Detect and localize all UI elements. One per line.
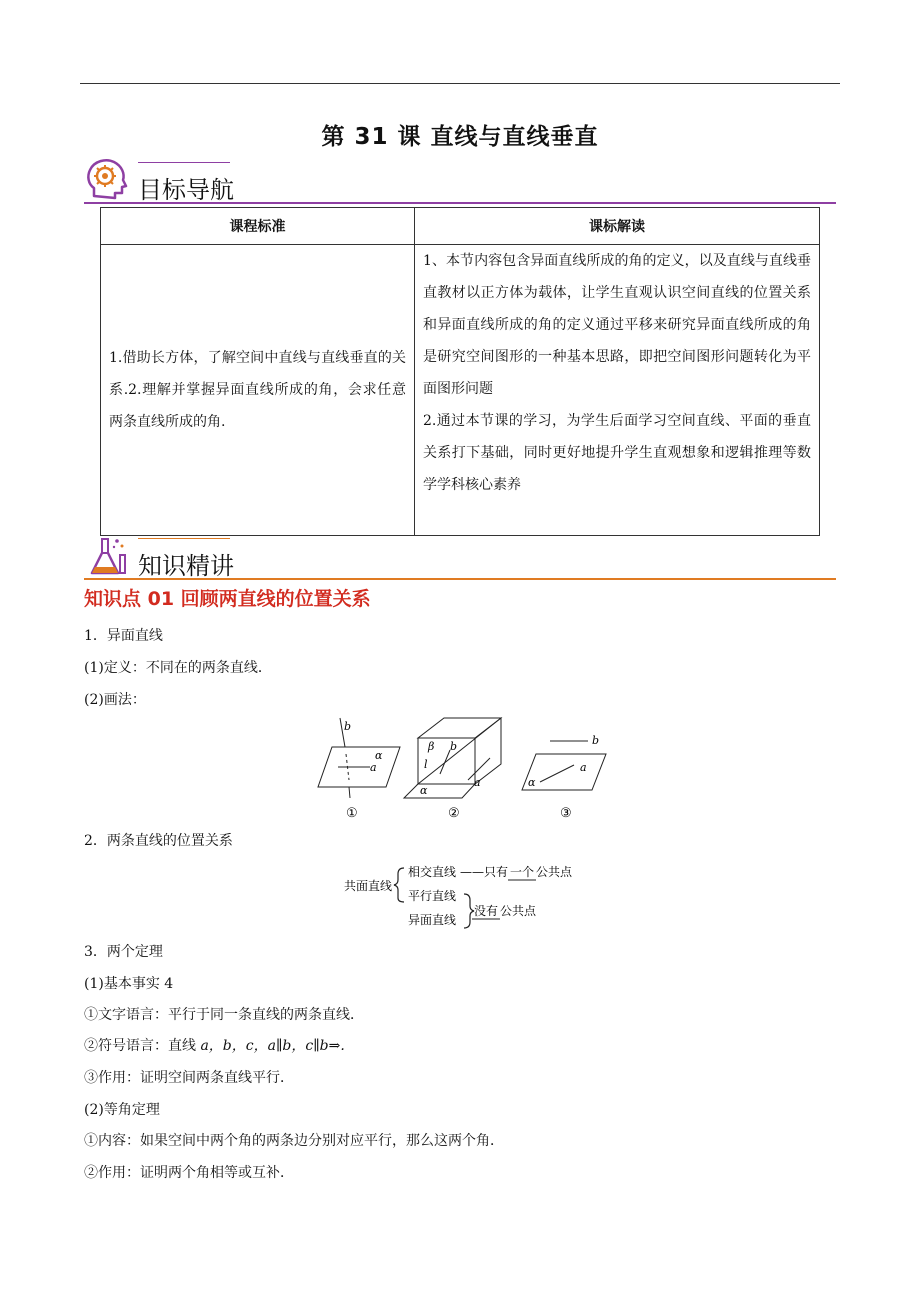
item-skew-lines: 1．异面直线 [84,628,163,644]
knowledge-head-line-short [138,538,230,539]
rel-intersect: 相交直线 [408,865,457,879]
item-two-theorems: 3．两个定理 [84,944,163,960]
interpretation-para-2: 2.通过本节课的学习，为学生后面学习空间直线、平面的垂直关系打下基础，同时更好地提升学生直观想象和逻辑推理等数学学科核心素养 [423,413,811,493]
line-b-2 [440,750,450,774]
nav-head-line-long [84,202,836,204]
label-a-2: a [474,776,481,789]
rel-skew: 异面直线 [408,913,457,927]
label-b-1: b [344,720,352,733]
rel-one: 一个 [510,865,535,879]
figure-3 [522,734,606,821]
item-line-relations: 2．两条直线的位置关系 [84,833,233,849]
label-b-3: b [592,734,600,747]
table-cell-interpretation [415,245,820,536]
axiom-4-symbol-prefix: ②符号语言：直线 [84,1038,201,1054]
label-fig-2: ② [448,806,460,821]
skew-lines-figures [290,714,630,824]
axiom-4-use: ③作用：证明空间两条直线平行． [84,1070,294,1086]
label-alpha-2: α [420,784,428,797]
plane-alpha-2-bottom [404,784,475,798]
table-header-interpretation: 课标解读 [415,208,820,245]
axiom-4-text: ①文字语言：平行于同一条直线的两条直线． [84,1007,364,1023]
brace-no-common [464,894,474,928]
label-b-2: b [450,740,458,753]
line-b-1-lower [349,787,350,798]
page-title: 第 31 课 直线与直线垂直 [321,124,599,150]
lab-flask-icon [84,533,130,579]
brace-coplanar [394,868,404,902]
table-header-row [101,208,820,245]
label-a-1: a [370,761,377,774]
head-gear-icon [84,156,130,202]
equal-angle-title: (2)等角定理 [84,1102,160,1118]
top-rule [80,83,840,84]
nav-head-line-short [138,162,230,163]
item-skew-drawing: (2)画法： [84,692,146,708]
label-l-2: l [424,758,428,771]
curriculum-table [100,207,820,536]
label-a-3: a [580,761,587,774]
label-alpha-3: α [528,776,536,789]
interpretation-para-1: 1、本节内容包含异面直线所成的角的定义，以及直线与直线垂直教材以正方体为载体，让学生直观认识空间直线的位置关系和异面直线所成的角的定义通过平移来研究异面直线所成的角是研究空间图形的一种基本思路，即把空间图形问题转化为平面图形问题 [423,253,811,397]
rel-parallel: 平行直线 [408,889,457,903]
table-row [101,245,820,536]
knowledge-head-line-long [84,578,836,580]
label-alpha-1: α [375,749,383,762]
figure-2 [404,718,501,821]
rel-no-common-point: 公共点 [500,904,537,918]
equal-angle-content: ①内容：如果空间中两个角的两条边分别对应平行，那么这两个角． [84,1133,504,1149]
table-cell-standard: 1.借助长方体，了解空间中直线与直线垂直的关系.2.理解并掌握异面直线所成的角，会求任意两条直线所成的角. [101,245,415,536]
equal-angle-use: ②作用：证明两个角相等或互补． [84,1165,294,1181]
item-skew-definition: (1)定义：不同在的两条直线． [84,660,272,676]
rel-no: 没有 [474,904,499,918]
figure-1 [318,718,400,821]
line-a-3 [540,765,574,782]
knowledge-heading: 知识精讲 [138,552,234,580]
axiom-4-title: (1)基本事实 4 [84,976,174,992]
axiom-4-symbol [84,1036,345,1056]
label-fig-1: ① [346,806,358,821]
table-header-standard: 课程标准 [101,208,415,245]
knowledge-point-title: 知识点 01 回顾两直线的位置关系 [84,588,371,610]
label-beta-2: β [428,740,435,753]
nav-heading: 目标导航 [138,176,234,204]
label-fig-3: ③ [560,806,572,821]
rel-common-point: 公共点 [536,865,573,879]
rel-coplanar: 共面直线 [344,879,393,893]
axiom-4-symbol-math: a，b，c，a∥b，c∥b⇒. [200,1038,345,1054]
rel-only-has: 只有 [484,865,509,879]
relation-diagram [340,858,600,934]
rel-dash: —— [460,865,484,879]
